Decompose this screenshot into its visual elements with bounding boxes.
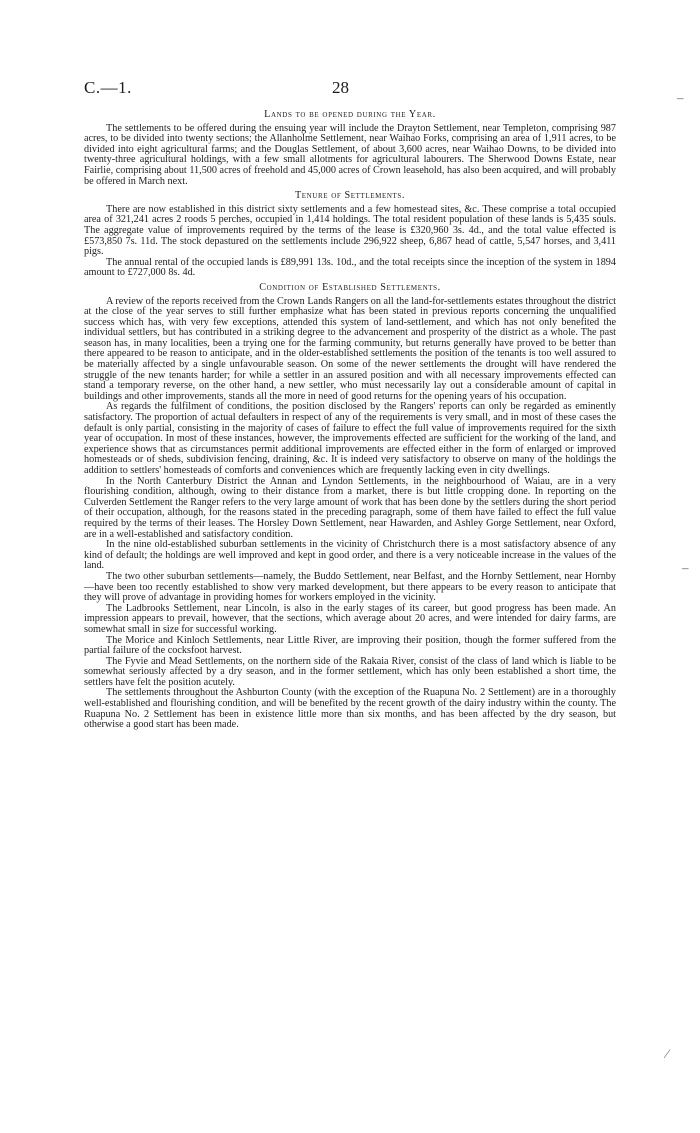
paragraph: The settlements throughout the Ashburton County (with the exception of the Ruapuna No. 2 Settlement) are in a thoroughly well-established and flourishing condition, and will be benefited by the recent growth of the dairy industry within the county. The Ruapuna No. 2 Settlement has been in existence little more than six months, and has been affected by the dry season, but otherwise a good start has been made. <box>84 687 616 731</box>
margin-mark: ⁄ <box>666 1046 669 1061</box>
section-heading: Lands to be opened during the Year. <box>264 109 436 120</box>
document-reference: C.—1. <box>84 78 132 97</box>
paragraph: The annual rental of the occupied lands is £89,991 13s. 10d., and the total receipts since the inception of the system in 1894 amount to £727,000 8s. 4d. <box>84 256 616 279</box>
page-body <box>84 106 616 731</box>
paragraph: As regards the fulfilment of conditions, the position disclosed by the Rangers' reports can only be regarded as eminently satisfactory. The proportion of actual defaulters in respect of any of the requirements is very small, and in most of these cases the default is only partial, consisting in the majority of cases of failure to effect the full value of improvements required for the sixth year of occupation. In most of these instances, however, the improvements effected are sufficient for the working of the land, and experience shows that as circumstances permit additional improvements are effected either in the form of enlarged or improved homesteads or of sheds, subdivision fencing, draining, &c. It is indeed very satisfactory to observe on many of the holdings the addition to settlers' homesteads of comforts and conveniences which are frequently lacking even in city dwellings. <box>84 401 616 476</box>
paragraph: In the nine old-established suburban settlements in the vicinity of Christchurch there is a most satisfactory absence of any kind of default; the holdings are well improved and kept in good order, and there is a very noticeable increase in the values of the land. <box>84 539 616 572</box>
page-header <box>84 78 584 102</box>
margin-mark: – <box>677 90 684 105</box>
section-heading: Condition of Established Settlements. <box>259 281 441 293</box>
paragraph: The Fyvie and Mead Settlements, on the northern side of the Rakaia River, consist of the class of land which is liable to be somewhat seriously affected by a dry season, and in the former settlement, which has only been established a short time, the settlers have felt the position acutely. <box>84 655 616 688</box>
margin-mark: – <box>682 560 689 575</box>
paragraph: The settlements to be offered during the ensuing year will include the Drayton Settlement, near Templeton, comprising 987 acres, to be divided into twenty sections; the Allanholme Settlement, near Waihao Forks, comprising an area of 1,911 acres, to be divided into eight agricultural farms; and the Douglas Settlement, of about 3,600 acres, near Waihao Downs, to be divided into twenty-three agricultural holdings, with a few small allotments for agricultural labourers. The Sherwood Downs Estate, near Fairlie, comprising about 11,500 acres of freehold and 45,000 acres of Crown leasehold, has also been acquired, and will probably be offered in March next. <box>84 122 616 187</box>
paragraph: The two other suburban settlements—namely, the Buddo Settlement, near Belfast, and the Hornby Settlement, near Hornby—have been too recently established to show very marked development, but there appears to be every reason to anticipate that they will prove of advantage in providing homes for workers employed in the vicinity. <box>84 570 616 604</box>
paragraph: In the North Canterbury District the Annan and Lyndon Settlements, in the neighbourhood of Waiau, are in a very flourishing condition, although, owing to their distance from a market, there is but little cropping done. In reporting on the Culverden Settlement the Ranger refers to the very large amount of work that has been done by the settlers during the short period of their occupation, although, for the reasons stated in the preceding paragraph, some of them have failed to effect the full value required by the terms of their leases. The Horsley Down Settlement, near Hawarden, and Ashley Gorge Settlement, near Oxford, are in a well-established and satisfactory condition. <box>84 475 616 540</box>
paragraph: A review of the reports received from the Crown Lands Rangers on all the land-for-settlements estates throughout the district at the close of the year serves to still further emphasize what has been stated in previous reports concerning the unqualified success which has, with very few exceptions, attended this system of land-settlement, and which has not only benefited the individual settlers, but has contributed in a striking degree to the advancement and prosperity of the district as a whole. The past season has, in many localities, been a trying one for the farming community, but returns generally have proved to be better than there appeared to be reason to anticipate, and in the older-established settlements the position of the tenants is too well assured to be materially affected by a single unfavourable season. On some of the newer settlements the drought will have rendered the struggle of the new tenants harder; for while a settler in an assured position and with all necessary improvements effected can stand a temporary reverse, on the other hand, a new settler, who must necessarily lay out a considerable amount of capital in buildings and other improvements, stands all the more in need of good returns for the opening years of his occupation. <box>84 295 616 402</box>
paragraph: The Ladbrooks Settlement, near Lincoln, is also in the early stages of its career, but good progress has been made. An impression appears to prevail, however, that the sections, which average about 20 acres, and were intended for dairy farms, are somewhat small in size for successful working. <box>84 602 616 635</box>
paragraph: There are now established in this district sixty settlements and a few homestead sites, &c. These comprise a total occupied area of 321,241 acres 2 roods 5 perches, occupied in 1,414 holdings. The total resident population of these lands is 5,435 souls. The aggregate value of improvements required by the terms of the lease is £320,960 3s. 4d., and the total value effected is £573,850 7s. 11d. The stock depastured on the settlements include 296,922 sheep, 6,867 head of cattle, 5,547 horses, and 3,411 pigs. <box>84 203 616 258</box>
paragraph: The Morice and Kinloch Settlements, near Little River, are improving their position, though the former suffered from the partial failure of the cocksfoot harvest. <box>84 634 616 657</box>
section-heading: Tenure of Settlements. <box>294 190 406 202</box>
page-number: 28 <box>332 78 349 97</box>
